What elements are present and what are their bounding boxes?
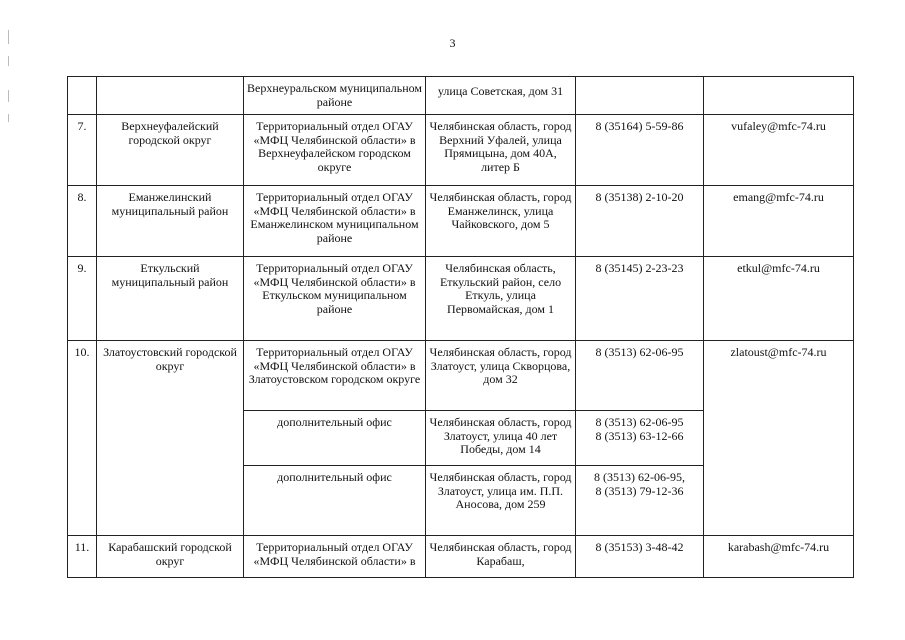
cell-address: Челябинская область, город Златоуст, улица 40 лет Победы, дом 14 — [426, 411, 576, 466]
cell-office: Верхнеуральском муниципальном районе — [244, 77, 426, 115]
cell-address: Челябинская область, Еткульский район, село Еткуль, улица Первомайская, дом 1 — [426, 257, 576, 341]
table-row — [68, 115, 854, 186]
cell-district: Еткульский муниципальный район — [97, 257, 244, 341]
cell-district: Верхнеуфалейский городской округ — [97, 115, 244, 186]
cell-address: Челябинская область, город Златоуст, улица Скворцова, дом 32 — [426, 341, 576, 411]
cell-phone: 8 (35153) 3-48-42 — [576, 536, 704, 578]
cell-address: улица Советская, дом 31 — [426, 77, 576, 115]
cell-phone: 8 (3513) 62-06-95 — [576, 341, 704, 411]
cell-email: karabash@mfc-74.ru — [704, 536, 854, 578]
table-row — [68, 341, 854, 411]
cell-num — [68, 77, 97, 115]
cell-office: Территориальный отдел ОГАУ «МФЦ Челябинской области» в — [244, 536, 426, 578]
cell-office: дополнительный офис — [244, 466, 426, 536]
mfc-offices-table — [67, 76, 854, 578]
cell-num: 8. — [68, 186, 97, 257]
cell-address: Челябинская область, город Карабаш, — [426, 536, 576, 578]
cell-office: Территориальный отдел ОГАУ «МФЦ Челябинской области» в Еткульском муниципальном районе — [244, 257, 426, 341]
cell-district: Еманжелинский муниципальный район — [97, 186, 244, 257]
table-row-sub-office — [68, 411, 854, 466]
cell-email — [704, 411, 854, 466]
table-row-sub-office — [68, 466, 854, 536]
table-row — [68, 536, 854, 578]
cell-office: Территориальный отдел ОГАУ «МФЦ Челябинской области» в Еманжелинском муниципальном районе — [244, 186, 426, 257]
cell-address: Челябинская область, город Златоуст, улица им. П.П. Аносова, дом 259 — [426, 466, 576, 536]
cell-email: emang@mfc-74.ru — [704, 186, 854, 257]
cell-district — [97, 466, 244, 536]
scan-edge-marks — [8, 30, 14, 130]
cell-phone: 8 (35164) 5-59-86 — [576, 115, 704, 186]
cell-num: 10. — [68, 341, 97, 411]
cell-phone: 8 (35138) 2-10-20 — [576, 186, 704, 257]
cell-office: Территориальный отдел ОГАУ «МФЦ Челябинской области» в Златоустовском городском округе — [244, 341, 426, 411]
cell-office: дополнительный офис — [244, 411, 426, 466]
cell-phone: 8 (3513) 62-06-95 8 (3513) 63-12-66 — [576, 411, 704, 466]
table-row-continuation — [68, 77, 854, 115]
table-row — [68, 186, 854, 257]
cell-num: 7. — [68, 115, 97, 186]
cell-address: Челябинская область, город Верхний Уфалей, улица Прямицына, дом 40А, литер Б — [426, 115, 576, 186]
cell-district: Карабашский городской округ — [97, 536, 244, 578]
cell-num: 11. — [68, 536, 97, 578]
cell-num: 9. — [68, 257, 97, 341]
page-number: 3 — [449, 36, 456, 50]
cell-num — [68, 411, 97, 466]
cell-district: Златоустовский городской округ — [97, 341, 244, 411]
cell-district — [97, 77, 244, 115]
cell-email — [704, 466, 854, 536]
table-row — [68, 257, 854, 341]
cell-email: zlatoust@mfc-74.ru — [704, 341, 854, 411]
cell-address: Челябинская область, город Еманжелинск, улица Чайковского, дом 5 — [426, 186, 576, 257]
cell-email: vufaley@mfc-74.ru — [704, 115, 854, 186]
cell-office: Территориальный отдел ОГАУ «МФЦ Челябинской области» в Верхнеуфалейском городском округе — [244, 115, 426, 186]
cell-district — [97, 411, 244, 466]
cell-phone: 8 (3513) 62-06-95, 8 (3513) 79-12-36 — [576, 466, 704, 536]
cell-email: etkul@mfc-74.ru — [704, 257, 854, 341]
cell-email — [704, 77, 854, 115]
cell-num — [68, 466, 97, 536]
cell-phone — [576, 77, 704, 115]
cell-phone: 8 (35145) 2-23-23 — [576, 257, 704, 341]
